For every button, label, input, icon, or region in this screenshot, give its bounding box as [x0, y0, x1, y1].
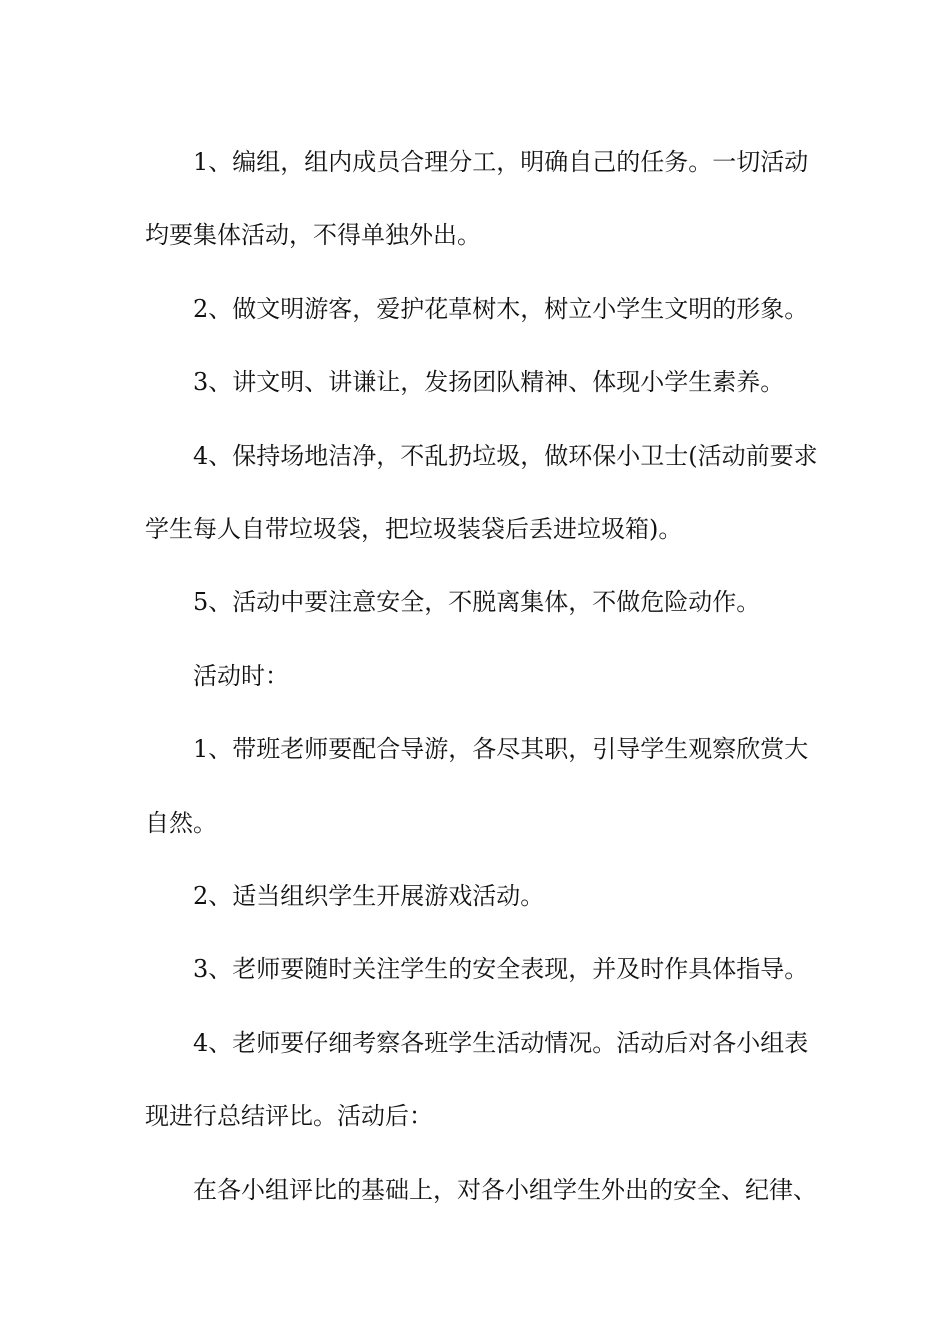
- paragraph-rule-4: 4、保持场地洁净，不乱扔垃圾，做环保小卫士(活动前要求学生每人自带垃圾袋，把垃圾装袋后丢进垃圾箱)。: [145, 441, 818, 544]
- section-heading-during: 活动时：: [193, 661, 289, 690]
- paragraph-after: 在各小组评比的基础上，对各小组学生外出的安全、纪律、: [193, 1175, 817, 1204]
- paragraph-during-3: 3、老师要随时关注学生的安全表现，并及时作具体指导。: [193, 955, 809, 984]
- paragraph-during-4: 4、老师要仔细考察各班学生活动情况。活动后对各小组表现进行总结评比。活动后：: [145, 1028, 809, 1131]
- paragraph-rule-3: 3、讲文明、讲谦让，发扬团队精神、体现小学生素养。: [193, 368, 785, 397]
- paragraph-rule-5: 5、活动中要注意安全，不脱离集体，不做危险动作。: [193, 588, 761, 617]
- document-body: [145, 126, 830, 1227]
- paragraph-during-1: 1、带班老师要配合导游，各尽其职，引导学生观察欣赏大自然。: [145, 735, 809, 837]
- paragraph-rule-1: 1、编组，组内成员合理分工，明确自己的任务。一切活动均要集体活动，不得单独外出。: [145, 148, 809, 250]
- paragraph-rule-2: 2、做文明游客，爱护花草树木，树立小学生文明的形象。: [193, 294, 809, 323]
- paragraph-during-2: 2、适当组织学生开展游戏活动。: [193, 882, 545, 911]
